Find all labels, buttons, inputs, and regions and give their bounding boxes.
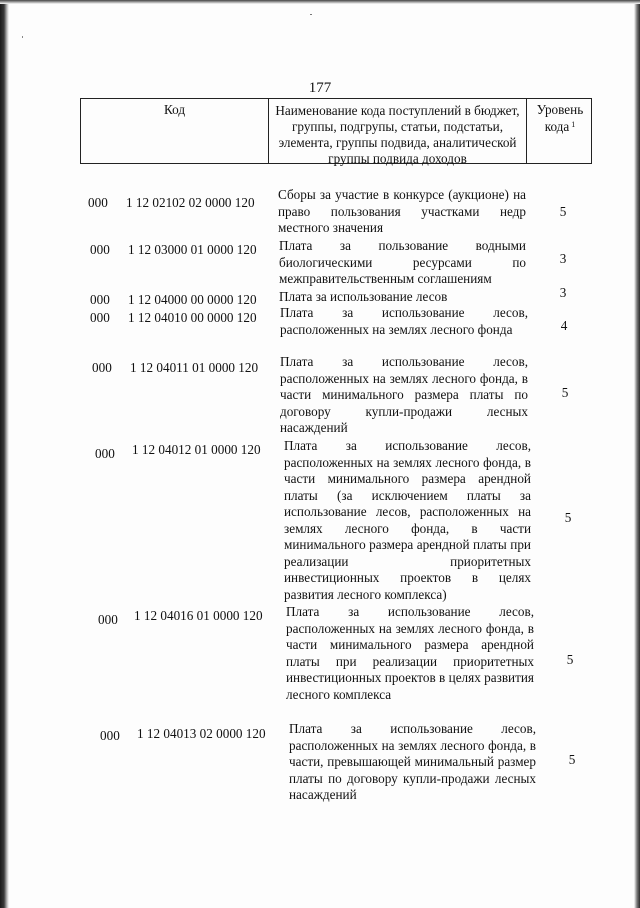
scan-edge-left [0, 0, 9, 908]
scan-speck [22, 36, 23, 38]
header-level-text [527, 99, 593, 135]
admin-code: 000 [92, 360, 112, 375]
code-level: 5 [559, 204, 567, 219]
classification-code: 1 12 02102 02 0000 120 [126, 195, 255, 210]
scan-speck [310, 14, 312, 15]
scan-edge-top [0, 0, 640, 4]
header-code-label: Код [163, 102, 186, 117]
header-name-cell [269, 99, 527, 166]
header-level-label: Уровень кода [536, 102, 584, 134]
classification-code: 1 12 03000 01 0000 120 [128, 242, 257, 257]
scan-edge-right [634, 0, 640, 908]
code-level: 5 [566, 652, 574, 667]
income-name: Плата за использование лесов, расположенных на землях лесного фонда, в части минимального размера платы по договору купли-продажи лесных насаждений [280, 354, 528, 435]
income-name: Плата за использование лесов, расположенных на землях лесного фонда, в части минимального размера арендной платы при реализации приоритетных инвестиционных проектов в целях развития лесного комплекса [286, 604, 534, 702]
table-header [80, 98, 592, 164]
code-level: 3 [559, 251, 567, 266]
admin-code: 000 [90, 242, 110, 257]
admin-code: 000 [90, 292, 110, 307]
classification-code: 1 12 04012 01 0000 120 [132, 442, 261, 457]
code-level: 5 [568, 752, 576, 767]
admin-code: 000 [95, 446, 115, 461]
classification-code: 1 12 04000 00 0000 120 [128, 292, 257, 307]
classification-code: 1 12 04011 01 0000 120 [130, 360, 259, 375]
classification-code: 1 12 04010 00 0000 120 [128, 310, 257, 325]
header-code-cell [81, 99, 269, 163]
admin-code: 000 [88, 195, 108, 210]
header-level-cell [527, 99, 593, 163]
income-name: Плата за использование лесов [279, 289, 448, 304]
classification-code: 1 12 04016 01 0000 120 [134, 608, 263, 623]
page-number: 177 [308, 80, 332, 96]
code-level: 3 [559, 285, 567, 300]
classification-code: 1 12 04013 02 0000 120 [137, 726, 266, 741]
income-name: Плата за использование лесов, расположенных на землях лесного фонда, в части минимального размера арендной платы (за исключением платы за использование лесов, расположенных на землях лесного фонда, в части минимального размера арендной платы при реализации приоритетных инвестиционных проектов в целях развития лесного комплекса) [284, 438, 531, 602]
footnote-marker: 1 [571, 120, 576, 129]
code-level: 5 [561, 385, 569, 400]
income-name: Плата за пользование водными биологическими ресурсами по межправительственным соглашениям [279, 238, 526, 286]
header-name-label: Наименование кода поступлений в бюджет, группы, подгрупы, статьи, подстатьи, элемента, группы подвида, аналитической группы подвида доходов [275, 103, 520, 166]
admin-code: 000 [98, 612, 118, 627]
income-name: Сборы за участие в конкурсе (аукционе) на право пользования участками недр местного значения [278, 187, 526, 235]
admin-code: 000 [90, 310, 110, 325]
income-name: Плата за использование лесов, расположенных на землях лесного фонда [280, 305, 528, 337]
income-name: Плата за использование лесов, расположенных на землях лесного фонда, в части, превышающей минимальный размер платы по договору купли-продажи лесных насаждений [289, 721, 536, 802]
admin-code: 000 [100, 728, 120, 743]
code-level: 4 [560, 318, 568, 333]
code-level: 5 [564, 510, 572, 525]
